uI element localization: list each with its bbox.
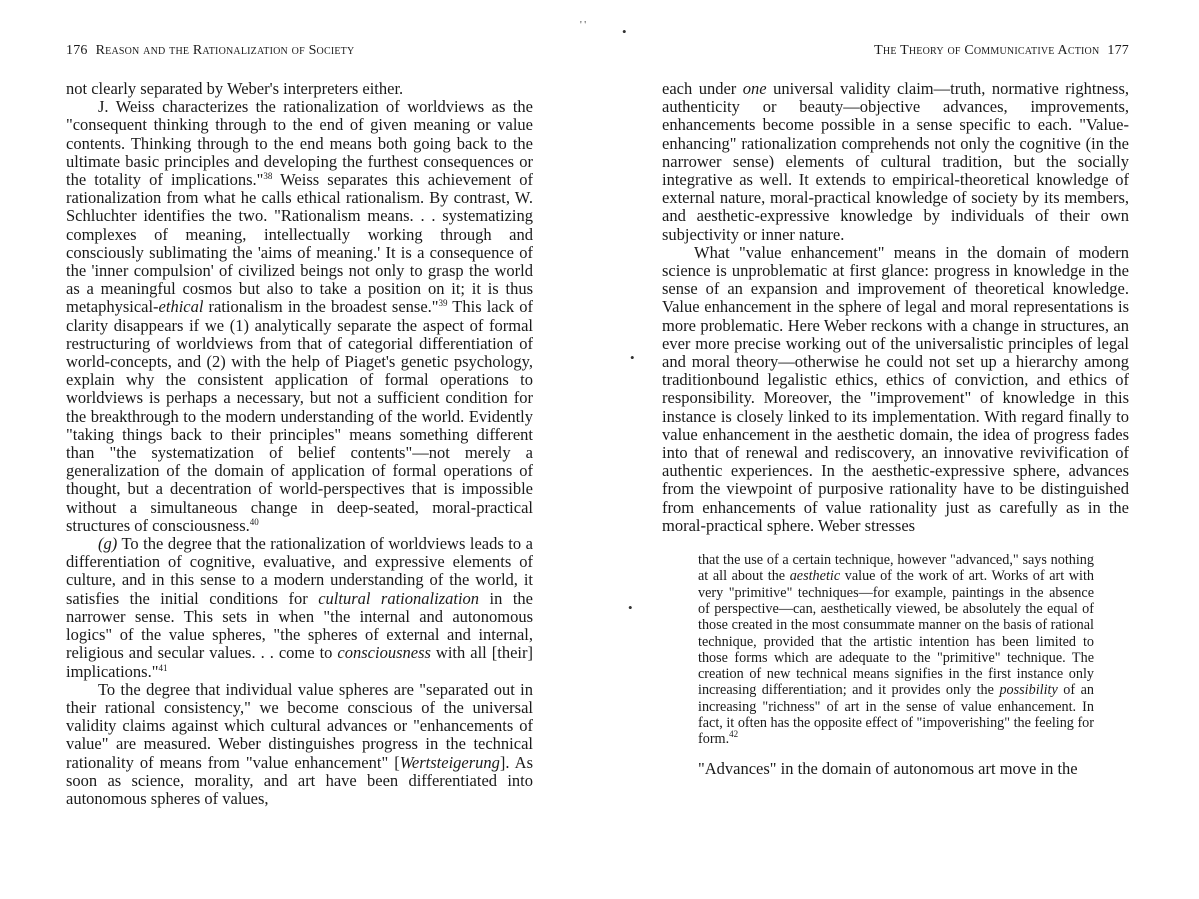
text-run: ]. As soon as science, morality, and art have been differentiated into autonomous spheres of values,	[66, 752, 533, 808]
italic-text: possibility	[999, 682, 1058, 699]
block-quote	[698, 552, 1094, 748]
left-paragraph	[66, 98, 533, 535]
italic-text: ethical	[158, 297, 204, 317]
right-running-head	[874, 43, 1129, 59]
left-page-number: 176	[66, 43, 88, 58]
italic-text: consciousness	[337, 643, 431, 663]
italic-text: Wertsteigerung	[399, 752, 500, 772]
text-run: in the narrower sense. This sets in when "the internal and autonomous logics" of the value spheres, "the spheres of external and internal, religious and secular values. . . come to	[66, 588, 533, 663]
right-running-title: The Theory of Communicative Action	[874, 43, 1100, 58]
right-paragraph	[662, 244, 1129, 535]
left-paragraph	[66, 80, 533, 98]
footnote-ref: 39	[438, 298, 448, 309]
right-body-text	[662, 80, 1129, 778]
right-paragraph	[662, 80, 1129, 244]
text-run: Weiss separates this achievement of rationalization from what he calls ethical rationalism. By contrast, W. Schluchter identifies the two. "Rationalism means. . . systematizing complexes of meaning, intellectually working through and consciously sublimating the 'aims of meaning.' It is a consequence of the 'inner compulsion' of civilized beings not only to grasp the world as a meaningful cosmos but also to take a position on it; it is thus metaphysical-	[66, 170, 533, 317]
right-page	[600, 0, 1199, 899]
italic-text: aesthetic	[789, 568, 841, 585]
scan-mark: •	[622, 24, 627, 39]
italic-text: cultural rationalization	[318, 588, 480, 608]
text-run: of an increasing "richness" of art in the sense of value enhancement. In fact, it often has the opposite effect of "impoverishing" the feeling for form.	[698, 682, 1094, 748]
right-paragraph-after-quote: "Advances" in the domain of autonomous art move in the	[698, 758, 1078, 778]
right-page-number: 177	[1107, 43, 1129, 58]
text-run: that the use of a certain technique, however "advanced," says nothing at all about the	[698, 552, 1094, 585]
footnote-ref: 38	[263, 171, 273, 182]
text-run: J. Weiss characterizes the rationalization of worldviews as the "consequent thinking through to the end of given meaning or value contents. Thinking through to the end means both going back to the ultimate basic principles and developing the furthest consequences or the totality of implications."	[66, 97, 533, 190]
text-run: each under	[662, 79, 743, 98]
text-run: with all [their] implications."	[66, 643, 533, 681]
left-running-head	[66, 43, 354, 59]
left-body-text	[66, 80, 533, 808]
text-run: This lack of clarity disappears if we (1) analytically separate the aspect of formal restructuring of worldviews from that of categorial differentiation of world-concepts, and (2) with the help of Piaget's genetic psychology, explain why the consistent application of formal operations to worldviews is perhaps a necessary, but not a sufficient condition for the breakthrough to the modern understanding of the world. Evidently "taking things back to their principles" means something different than "the systematization of belief contents"—not merely a generalization of the domain of application of formal operations of thought, but a decentration of world-perspectives that is impossible without a simultaneous change in deep-seated, moral-practical structures of consciousness.	[66, 297, 533, 535]
text-run: universal validity claim—truth, normative rightness, authenticity or beauty—objective advances, improvements, enhancements become possible in a sense specific to each. "Value-enhancing" rationalization comprehends not only the cognitive (in the narrower sense) elements of cultural tradition, but the socially integrative as well. It extends to empirical-theoretical knowledge of external nature, moral-practical knowledge of society by its members, and aesthetic-expressive knowledge by individuals of their own subjectivity or inner nature.	[662, 79, 1129, 244]
text-run: rationalism in the broadest sense."	[203, 297, 439, 317]
text-run: value of the work of art. Works of art with very "primitive" techniques—for example, paintings in the absence of perspective—can, aesthetically viewed, be absolutely the equal of those created in the most consummate manner on the basis of rational technique, provided that the artistic intention has been limited to those forms which are adequate to the "primitive" technique. The creation of new technical means signifies in the first instance only increasing differentiation; and it provides only the	[698, 568, 1094, 699]
italic-text: (g)	[98, 534, 118, 554]
footnote-ref: 40	[249, 516, 259, 527]
left-paragraph	[66, 681, 533, 808]
text-run: not clearly separated by Weber's interpreters either.	[66, 79, 404, 98]
left-paragraph	[66, 535, 533, 681]
scan-mark: •	[628, 600, 633, 615]
footnote-ref: 42	[729, 729, 739, 740]
text-run: To the degree that individual value spheres are "separated out in their rational consistency," we become conscious of the universal validity claims against which cultural advances or "enhancements of value" are measured. Weber distinguishes progress in the technical rationality of means from "value enhancement" [	[66, 679, 533, 772]
text-run: What "value enhancement" means in the domain of modern science is unproblematic at first glance: progress in knowledge in the sense of an expansion and improvement of theoretical knowledge. Value enhancement in the sphere of legal and moral representations is more problematic. Here Weber reckons with a change in structures, an ever more precise working out of the universalistic principles of legal and moral theory—otherwise he could not set up a hierarchy among traditionbound legalistic ethics, ethics of conviction, and ethics of responsibility. Moreover, the "improvement" of knowledge in this instance is closely linked to its implementation. With regard finally to value enhancement in the aesthetic domain, the idea of progress fades into that of renewal and rediscovery, an innovative revivification of authentic experiences. In the aesthetic-expressive sphere, advances from the viewpoint of purposive rationality have to be distinguished from enhancements of value rationality just as carefully as in the moral-practical sphere. Weber stresses	[662, 242, 1129, 535]
scan-mark: ' '	[580, 20, 587, 31]
left-running-title: Reason and the Rationalization of Society	[95, 43, 355, 58]
scan-mark: •	[630, 350, 635, 365]
italic-text: one	[742, 79, 767, 98]
footnote-ref: 41	[158, 662, 168, 673]
text-run: To the degree that the rationalization of worldviews leads to a differentiation of cognitive, evaluative, and expressive elements of culture, and in this sense to a modern understanding of the world, it satisfies the initial conditions for	[66, 534, 533, 608]
